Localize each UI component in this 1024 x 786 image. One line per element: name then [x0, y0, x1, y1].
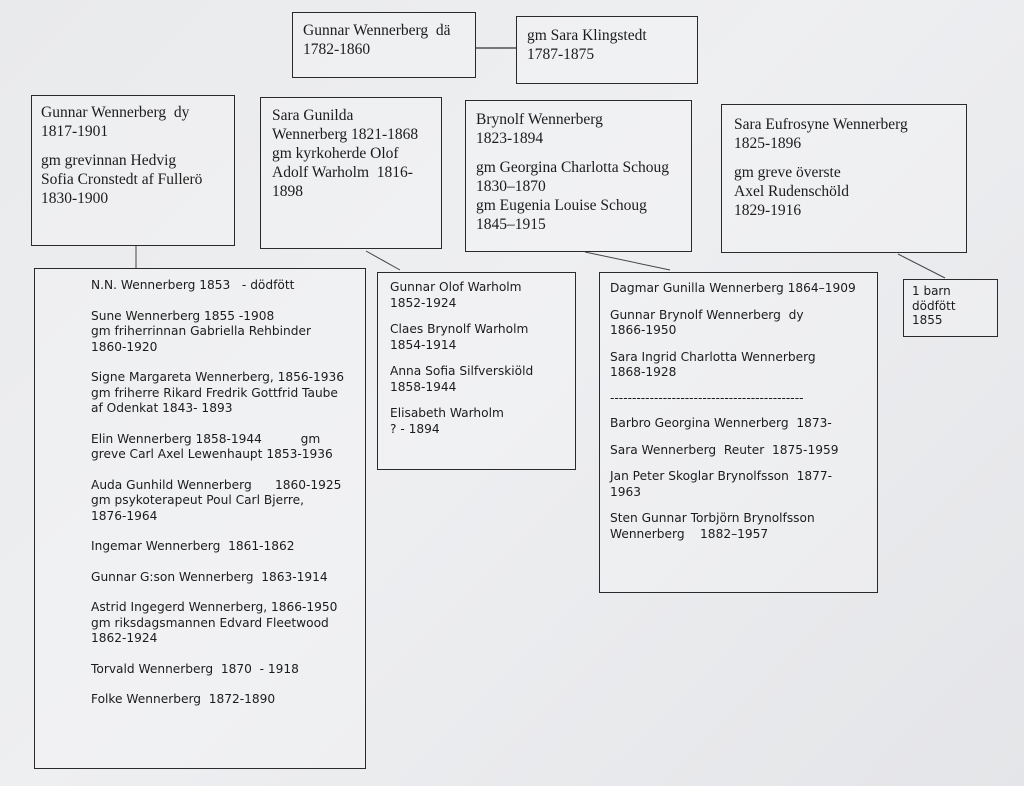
child-entry-line: gm psykoterapeut Poul Carl Bjerre, — [91, 493, 304, 507]
spacer — [91, 585, 355, 600]
gunnar-dy-line: gm grevinnan Hedvig — [41, 152, 177, 169]
child-entry — [91, 278, 355, 294]
child-entry — [390, 280, 563, 311]
sara-gunilda-line: Adolf Warholm 1816- — [272, 164, 413, 181]
children-box-eufrosyne — [903, 279, 998, 337]
child-entry — [610, 469, 867, 500]
child-entry-line: 1862-1924 — [91, 631, 158, 645]
child-entry — [390, 406, 563, 437]
spacer — [610, 432, 867, 443]
child-entry — [390, 322, 563, 353]
child-entry-line: Claes Brynolf Warholm — [390, 322, 529, 336]
child-entry-line: Folke Wennerberg 1872-1890 — [91, 692, 276, 706]
sara-gunilda-line: Sara Gunilda — [272, 107, 354, 124]
spacer — [41, 141, 225, 151]
brynolf-line: gm Georgina Charlotta Schoug — [476, 159, 670, 176]
gunnar-d-line: Gunnar Wennerberg dä — [303, 22, 451, 39]
spacer — [390, 353, 563, 364]
child-entry-line: 1860-1920 — [91, 339, 158, 354]
brynolf-line: Brynolf Wennerberg — [476, 111, 603, 128]
eufrosyne-child-line: 1855 — [912, 313, 943, 327]
child-entry-line: 1854-1914 — [390, 337, 457, 352]
sara-gunilda-line: gm kyrkoherde Olof — [272, 145, 399, 162]
child-entry-line: Signe Margareta Wennerberg, 1856-1936 — [91, 370, 345, 384]
child-entry-line: Anna Sofia Silfverskiöld — [390, 364, 534, 378]
child-entry-line: Torvald Wennerberg 1870 - 1918 — [91, 661, 299, 676]
link-eufrosyne-children — [898, 254, 945, 278]
brynolf-line: 1823-1894 — [476, 130, 544, 147]
gunnar-dy-line: 1830-1900 — [41, 190, 109, 207]
spacer — [91, 524, 355, 539]
child-entry-line: Sten Gunnar Torbjörn Brynolfsson — [610, 511, 815, 525]
link-brynolf-children — [585, 252, 670, 270]
child-entry-line: Wennerberg 1882–1957 — [610, 526, 769, 541]
child-entry-line: Sara Ingrid Charlotta Wennerberg — [610, 349, 816, 364]
person-box-gunnar-d — [292, 12, 476, 78]
child-entry-line: Auda Gunhild Wennerberg 1860-1925 — [91, 477, 342, 492]
sara-eufrosyne-line: Sara Eufrosyne Wennerberg — [734, 116, 908, 133]
sara-eufrosyne-line: Axel Rudenschöld — [734, 183, 849, 200]
child-entry-line: gm friherrinnan Gabriella Rehbinder — [91, 324, 311, 338]
spacer — [91, 294, 355, 309]
children-box-sara — [377, 272, 576, 470]
child-entry-line: 1876-1964 — [91, 508, 158, 523]
spacer — [91, 677, 355, 692]
child-entry-line: 1858-1944 — [390, 379, 457, 394]
spacer — [390, 311, 563, 322]
child-entry-line: 1963 — [610, 484, 642, 499]
spacer — [610, 297, 867, 308]
spacer — [390, 395, 563, 406]
gunnar-dy-line: Gunnar Wennerberg dy — [41, 104, 190, 121]
child-entry — [91, 692, 355, 708]
spacer — [91, 555, 355, 570]
child-entry — [610, 443, 867, 459]
sara-eufrosyne-line: 1825-1896 — [734, 135, 802, 152]
spacer — [91, 463, 355, 478]
person-box-sara-eufrosyne — [721, 104, 967, 253]
child-entry — [91, 309, 355, 356]
brynolf-line: 1830–1870 — [476, 178, 546, 195]
brynolf-line: gm Eugenia Louise Schoug — [476, 197, 647, 214]
spacer — [610, 406, 867, 416]
child-entry-line: Sune Wennerberg 1855 -1908 — [91, 308, 275, 323]
child-entry-line: N.N. Wennerberg 1853 - dödfött — [91, 278, 295, 292]
link-sara-children — [366, 251, 400, 270]
child-entry-line: Astrid Ingegerd Wennerberg, 1866-1950 — [91, 600, 338, 614]
spacer — [734, 153, 954, 163]
eufrosyne-child-line: 1 barn — [912, 284, 951, 298]
child-entry — [610, 416, 867, 432]
child-entry — [91, 600, 355, 647]
child-entry — [91, 478, 355, 525]
child-entry-line: Gunnar G:son Wennerberg 1863-1914 — [91, 569, 328, 584]
spacer — [610, 381, 867, 391]
person-box-sara-gunilda — [260, 97, 442, 249]
child-entry — [610, 350, 867, 381]
child-entry — [610, 308, 867, 339]
brynolf-line: 1845–1915 — [476, 216, 546, 233]
spacer — [610, 458, 867, 469]
spacer — [91, 355, 355, 370]
sara-gunilda-line: 1898 — [272, 183, 303, 200]
child-entry-line: greve Carl Axel Lewenhaupt 1853-1936 — [91, 447, 333, 461]
children-box-brynolf — [599, 272, 878, 593]
spacer — [610, 339, 867, 350]
spacer — [476, 148, 681, 158]
child-entry — [91, 570, 355, 586]
sara-klingstedt-line: 1787-1875 — [527, 46, 595, 63]
spacer — [610, 500, 867, 511]
sara-klingstedt-line: gm Sara Klingstedt — [527, 27, 647, 44]
child-entry-line: Sara Wennerberg Reuter 1875-1959 — [610, 442, 839, 457]
sara-eufrosyne-line: gm greve överste — [734, 164, 841, 181]
child-entry-line: 1868-1928 — [610, 365, 677, 379]
child-entry-line: Barbro Georgina Wennerberg 1873- — [610, 416, 832, 430]
spacer — [91, 417, 355, 432]
person-box-brynolf — [465, 100, 692, 252]
child-entry-line: Elisabeth Warholm — [390, 406, 504, 420]
gunnar-d-line: 1782-1860 — [303, 41, 371, 58]
child-entry-line: Gunnar Brynolf Wennerberg dy — [610, 307, 804, 322]
child-entry — [91, 370, 355, 417]
child-entry — [91, 432, 355, 463]
person-box-gunnar-dy — [31, 95, 235, 246]
child-entry-line: gm friherre Rikard Fredrik Gottfrid Taube — [91, 385, 338, 400]
child-entry-line: ? - 1894 — [390, 421, 440, 436]
person-box-sara-klingstedt — [516, 16, 698, 84]
child-entry-line: Elin Wennerberg 1858-1944 gm — [91, 431, 321, 446]
child-entry — [610, 281, 867, 297]
child-entry-line: Ingemar Wennerberg 1861-1862 — [91, 539, 295, 553]
gunnar-dy-line: Sofia Cronstedt af Fullerö — [41, 171, 203, 188]
child-entry — [91, 539, 355, 555]
child-entry-line: Gunnar Olof Warholm — [390, 280, 522, 294]
child-entry-line: 1852-1924 — [390, 295, 457, 310]
child-entry — [91, 662, 355, 678]
child-entry-line: Jan Peter Skoglar Brynolfsson 1877- — [610, 469, 833, 483]
sara-gunilda-line: Wennerberg 1821-1868 — [272, 126, 419, 143]
child-entry-line: af Odenkat 1843- 1893 — [91, 401, 233, 415]
spacer — [91, 647, 355, 662]
children-box-gunnar — [34, 268, 366, 769]
gunnar-dy-line: 1817-1901 — [41, 123, 109, 140]
sara-eufrosyne-line: 1829-1916 — [734, 202, 802, 219]
child-entry — [610, 511, 867, 542]
child-entry-line: gm riksdagsmannen Edvard Fleetwood — [91, 615, 329, 630]
child-entry — [390, 364, 563, 395]
child-entry-line: Dagmar Gunilla Wennerberg 1864–1909 — [610, 281, 856, 295]
child-entry-line: 1866-1950 — [610, 323, 677, 337]
children-divider: -------------------------------------------- — [610, 390, 804, 405]
eufrosyne-child-line: dödfött — [912, 298, 956, 313]
